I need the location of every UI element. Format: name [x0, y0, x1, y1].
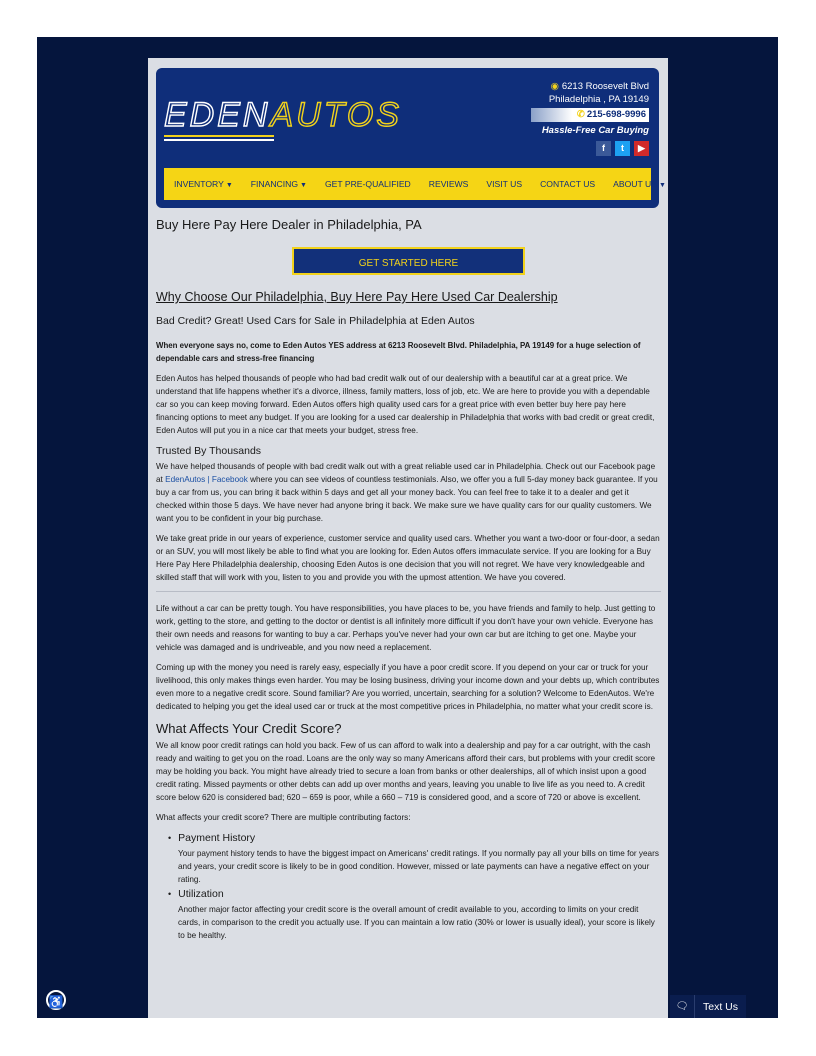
get-started-button[interactable]: GET STARTED HERE — [292, 247, 525, 275]
address-block[interactable] — [549, 80, 649, 106]
factor-title: • Payment History — [168, 831, 661, 845]
factor-description: Your payment history tends to have the biggest impact on Americans' credit ratings. If you normally pay all your bills on time for years and years, your credit score is likely to be in good condition. However, missed or late payments can have a negative effect on your rating. — [178, 849, 659, 884]
eden-autos-logo[interactable] — [164, 96, 402, 135]
page-title: Buy Here Pay Here Dealer in Philadelphia, PA — [156, 217, 422, 232]
list-item — [168, 887, 661, 942]
map-pin-icon: ◉ — [550, 81, 559, 92]
youtube-icon[interactable]: ▶ — [634, 141, 649, 156]
nav-visit-us[interactable]: VISIT US — [486, 179, 523, 189]
nav-inventory-label: INVENTORY — [174, 179, 224, 189]
why-choose-heading: Why Choose Our Philadelphia, Buy Here Pay Here Used Car Dealership — [156, 290, 558, 304]
chat-bubbles-icon: 🗨 — [670, 995, 695, 1018]
nav-reviews[interactable]: REVIEWS — [428, 179, 469, 189]
facebook-link[interactable]: EdenAutos | Facebook — [165, 475, 248, 484]
main-nav — [164, 168, 666, 200]
phone-number: 215-698-9996 — [586, 109, 646, 120]
caret-down-icon: ▼ — [658, 182, 666, 189]
paragraph-life-without-car: Life without a car can be pretty tough. You have responsibilities, you have places to be, you have friends and family to help. Just getting to work, getting to the store, and getting to the doctor or dentist is all infinitely more difficult if you don't have your own vehicle. Everyone has their own needs and reasons for wanting to buy a car. Perhaps you've never had your own car but are itching to get one. Maybe your vehicle was damaged and is undriveable, and you now need a replacement. — [156, 604, 656, 652]
bad-credit-heading: Bad Credit? Great! Used Cars for Sale in Philadelphia at Eden Autos — [156, 315, 475, 327]
site-header — [156, 68, 666, 208]
paragraph-helped-thousands: Eden Autos has helped thousands of people who had bad credit walk out of our dealership with a beautiful car at a great price. We understand that life happens whether it's a divorce, illness, family matters, loss of job, etc. We are here to provide you with a dependable car so you can keep moving forward. Eden Autos offers high quality used cars for a great price with even better buy here pay here financing options to meet any budget. If you are looking for a used car dealership in Philadelphia that works with bad credit or great credit, Eden Autos will put you in a nice car that meets your budget, stress free. — [156, 374, 655, 435]
address-line-1: 6213 Roosevelt Blvd — [561, 81, 649, 92]
nav-inventory[interactable] — [174, 179, 242, 189]
logo-underline-white — [164, 139, 274, 141]
caret-down-icon: ▼ — [300, 182, 307, 189]
intro-paragraph: When everyone says no, come to Eden Autos YES address at 6213 Roosevelt Blvd. Philadelphia, PA 19149 for a huge selection of dependable cars and stress-free financing — [156, 341, 641, 363]
caret-down-icon: ▼ — [225, 182, 233, 189]
phone-link[interactable] — [531, 108, 649, 122]
nav-financing-label: FINANCING — [250, 179, 299, 189]
trusted-heading: Trusted By Thousands — [156, 445, 262, 457]
twitter-icon[interactable]: t — [615, 141, 630, 156]
main-content — [156, 216, 661, 943]
trusted-text-post: where you can see videos of countless testimonials. Also, we offer you a full 5-day money back guarantee. If you buy a car from us, you can bring it back within 5 days and get all your money back. You can feel free to take it to a dealer and get it checked within those 5 days. We have never had anyone bring it back. We make sure we have quality cars for our quality customers. We want you to be confident in your big purchase. — [156, 475, 658, 523]
logo-text-eden: EDEN — [164, 96, 271, 134]
credit-score-heading: What Affects Your Credit Score? — [156, 721, 342, 736]
paragraph-pride: We take great pride in our years of experience, customer service and quality used cars. Whether you want a two-door or four-door, a sedan or an SUV, you will most likely be able to find what you are looking for. Eden Autos offers immaculate service. If you are looking for a Buy Here Pay Here Philadelphia dealership, choosing Eden Autos is one decision that you will not regret. We have very knowledgeable and skilled staff that will work with you, listen to you and provide you with the upmost attention. We have you covered. — [156, 534, 660, 582]
page-container — [148, 58, 668, 1018]
facebook-icon[interactable]: f — [596, 141, 611, 156]
nav-about-us-label: ABOUT US — [613, 179, 657, 189]
logo-text-autos: AUTOS — [270, 96, 402, 134]
phone-icon: ✆ — [576, 109, 585, 120]
text-us-button[interactable] — [670, 995, 746, 1018]
list-item — [168, 831, 661, 886]
factor-title: • Utilization — [168, 887, 661, 901]
paragraph-trusted — [156, 460, 661, 525]
trusted-text-pre: We have helped thousands of people with bad credit walk out with a great reliable used car in Philadelphia. Check out our Facebook page at — [156, 462, 656, 484]
paragraph-poor-credit: We all know poor credit ratings can hold you back. Few of us can afford to walk into a dealership and pay for a car outright, with the cash ready and waiting to get you on the road. Loans are the only way so many Americans afford their cars, but problems with your credit score may be holding you back. You might have already tried to secure a loan from banks or other dealerships, all of which insist upon a good credit rating. Missed payments or other debts can add up over months and years, leaving you unable to live life as you need to. A credit score below 620 is considered bad; 620 – 659 is poor, while a 660 – 719 is considered good, and a score of 720 or above is excellent. — [156, 741, 656, 802]
text-us-label: Text Us — [703, 1000, 739, 1013]
factor-description: Another major factor affecting your credit score is the overall amount of credit available to you, according to limits on your credit cards, in comparison to the credit you actually use. If you can maintain a low ratio (30% or lower is usually ideal), your score is likely to be healthy. — [178, 905, 655, 940]
tagline: Hassle-Free Car Buying — [541, 125, 649, 136]
social-links — [596, 141, 649, 156]
address-line-2: Philadelphia , PA 19149 — [548, 94, 649, 105]
site-frame — [37, 37, 778, 1018]
nav-financing[interactable] — [251, 179, 316, 189]
section-divider — [156, 591, 661, 592]
nav-about-us[interactable] — [613, 179, 668, 189]
accessibility-icon[interactable]: ♿ — [46, 990, 66, 1010]
paragraph-factors-intro: What affects your credit score? There are multiple contributing factors: — [156, 813, 411, 822]
nav-get-pre-qualified[interactable]: GET PRE-QUALIFIED — [324, 179, 411, 189]
credit-factors-list — [156, 831, 661, 942]
logo-underline-yellow — [164, 135, 274, 137]
paragraph-money: Coming up with the money you need is rarely easy, especially if you have a poor credit score. If you depend on your car or truck for your livelihood, this only makes things even harder. You may be losing business, driving your income down and your debts up, which contributes even more to a negative credit score. Sound familiar? Are you worried, uncertain, searching for a solution? Welcome to EdenAutos. We're dedicated to helping you get the ideal used car or truck at the most competitive prices in Philadelphia, no matter what your credit score is. — [156, 663, 660, 711]
nav-contact-us[interactable]: CONTACT US — [540, 179, 596, 189]
